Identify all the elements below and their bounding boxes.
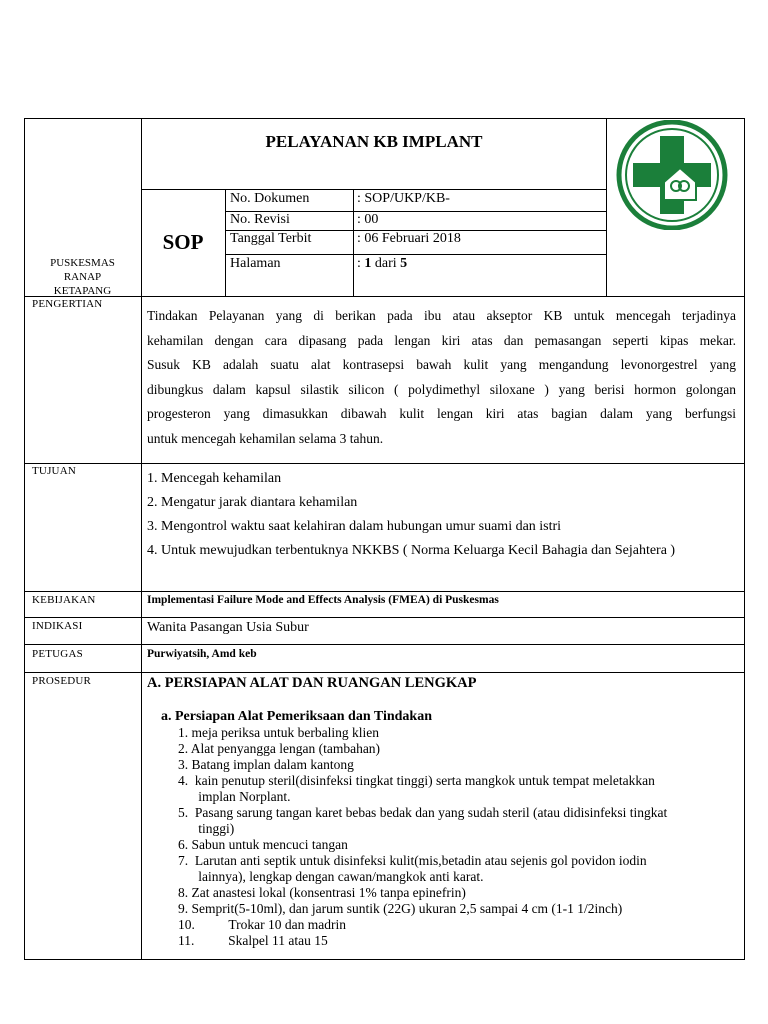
indikasi-text: Wanita Pasangan Usia Subur bbox=[147, 620, 309, 635]
section-label-petugas: PETUGAS bbox=[32, 648, 83, 660]
tujuan-item-4: 4. Untuk mewujudkan terbentuknya NKKBS ( Norma Keluarga Kecil Bahagia dan Sejahtera ) bbox=[147, 543, 676, 558]
meta-label-no-revisi: No. Revisi bbox=[230, 212, 290, 227]
prosedur-line-2: 2. Alat penyangga lengan (tambahan) bbox=[178, 741, 381, 756]
pengertian-line-1: Tindakan Pelayanan yang di berikan pada ibu atau akseptor KB untuk mencegah terjadinya bbox=[147, 308, 736, 323]
section-label-pengertian: PENGERTIAN bbox=[32, 298, 103, 310]
prosedur-line-11: 8. Zat anastesi lokal (konsentrasi 1% tanpa epinefrin) bbox=[178, 885, 466, 900]
prosedur-line-13: 10. Trokar 10 dan madrin bbox=[178, 917, 346, 932]
puskesmas-logo-icon bbox=[612, 120, 732, 230]
meta-label-tanggal-terbit: Tanggal Terbit bbox=[230, 231, 312, 246]
pengertian-line-5: progesteron yang dimasukkan dibawah kulit lengan kiri atas bagian dalam yang berfungsi bbox=[147, 406, 736, 421]
prosedur-line-6: 5. Pasang sarung tangan karet bebas bedak dan yang sudah steril (atau didisinfeksi tingkat bbox=[178, 805, 668, 820]
prosedur-line-10: lainnya), lengkap dengan cawan/mangkok anti karat. bbox=[178, 869, 484, 884]
pengertian-text bbox=[147, 304, 736, 451]
document-title: PELAYANAN KB IMPLANT bbox=[265, 132, 483, 151]
prosedur-line-4: 4. kain penutup steril(disinfeksi tingkat tinggi) serta mangkok untuk tempat meletakkan bbox=[178, 773, 655, 788]
section-label-indikasi: INDIKASI bbox=[32, 620, 83, 632]
prosedur-line-9: 7. Larutan anti septik untuk disinfeksi kulit(mis,betadin atau sejenis gol povidon iodin bbox=[178, 853, 647, 868]
sop-label: SOP bbox=[162, 230, 204, 254]
tujuan-item-2: 2. Mengatur jarak diantara kehamilan bbox=[147, 495, 358, 510]
pengertian-line-3: Susuk KB adalah suatu alat kontrasepsi bawah kulit yang mengandung levonorgestrel yang bbox=[147, 357, 736, 372]
pengertian-line-2: kehamilan dengan cara dipasang pada lengan kiri atas dan pemasangan seperti kipas mekar. bbox=[147, 332, 736, 348]
meta-label-halaman: Halaman bbox=[230, 256, 281, 271]
organization-name bbox=[24, 256, 141, 298]
halaman-page: 1 bbox=[364, 256, 372, 271]
prosedur-heading: A. PERSIAPAN ALAT DAN RUANGAN LENGKAP bbox=[147, 675, 477, 691]
prosedur-line-5: implan Norplant. bbox=[178, 789, 291, 804]
pengertian-line-6: untuk mencegah kehamilan selama 3 tahun. bbox=[147, 430, 384, 446]
kebijakan-text: Implementasi Failure Mode and Effects Analysis (FMEA) di Puskesmas bbox=[147, 594, 499, 606]
halaman-prefix: : bbox=[357, 256, 365, 271]
prosedur-line-7: tinggi) bbox=[178, 821, 235, 836]
meta-value-no-revisi: : 00 bbox=[357, 212, 379, 227]
section-label-prosedur: PROSEDUR bbox=[32, 675, 92, 687]
meta-value-no-dokumen: : SOP/UKP/KB- bbox=[357, 191, 450, 206]
tujuan-item-3: 3. Mengontrol waktu saat kelahiran dalam hubungan umur suami dan istri bbox=[147, 519, 562, 534]
tujuan-item-1: 1. Mencegah kehamilan bbox=[147, 471, 282, 486]
prosedur-line-1: 1. meja periksa untuk berbaling klien bbox=[178, 725, 379, 740]
section-label-kebijakan: KEBIJAKAN bbox=[32, 594, 96, 606]
organization-line-1: PUSKESMAS bbox=[50, 257, 115, 269]
pengertian-line-4: dibungkus dalam kapsul silastik silicon ( polydimethyl siloxane ) yang berisi hormon golongan bbox=[147, 381, 736, 397]
prosedur-line-3: 3. Batang implan dalam kantong bbox=[178, 757, 354, 772]
meta-value-tanggal-terbit: : 06 Februari 2018 bbox=[357, 231, 461, 246]
organization-line-2: RANAP bbox=[63, 271, 102, 283]
meta-label-no-dokumen: No. Dokumen bbox=[230, 191, 310, 206]
section-label-tujuan: TUJUAN bbox=[32, 465, 76, 477]
prosedur-subheading: a. Persiapan Alat Pemeriksaan dan Tindakan bbox=[161, 709, 432, 724]
prosedur-line-14: 11. Skalpel 11 atau 15 bbox=[178, 933, 328, 948]
petugas-text: Purwiyatsih, Amd keb bbox=[147, 648, 257, 660]
prosedur-line-8: 6. Sabun untuk mencuci tangan bbox=[178, 837, 348, 852]
halaman-of: dari bbox=[371, 256, 401, 271]
organization-line-3: KETAPANG bbox=[53, 285, 112, 297]
prosedur-line-12: 9. Semprit(5-10ml), dan jarum suntik (22G) ukuran 2,5 sampai 4 cm (1-1 1/2inch) bbox=[178, 901, 623, 916]
halaman-total: 5 bbox=[400, 256, 408, 271]
meta-value-halaman bbox=[357, 256, 407, 272]
prosedur-list bbox=[178, 725, 738, 949]
